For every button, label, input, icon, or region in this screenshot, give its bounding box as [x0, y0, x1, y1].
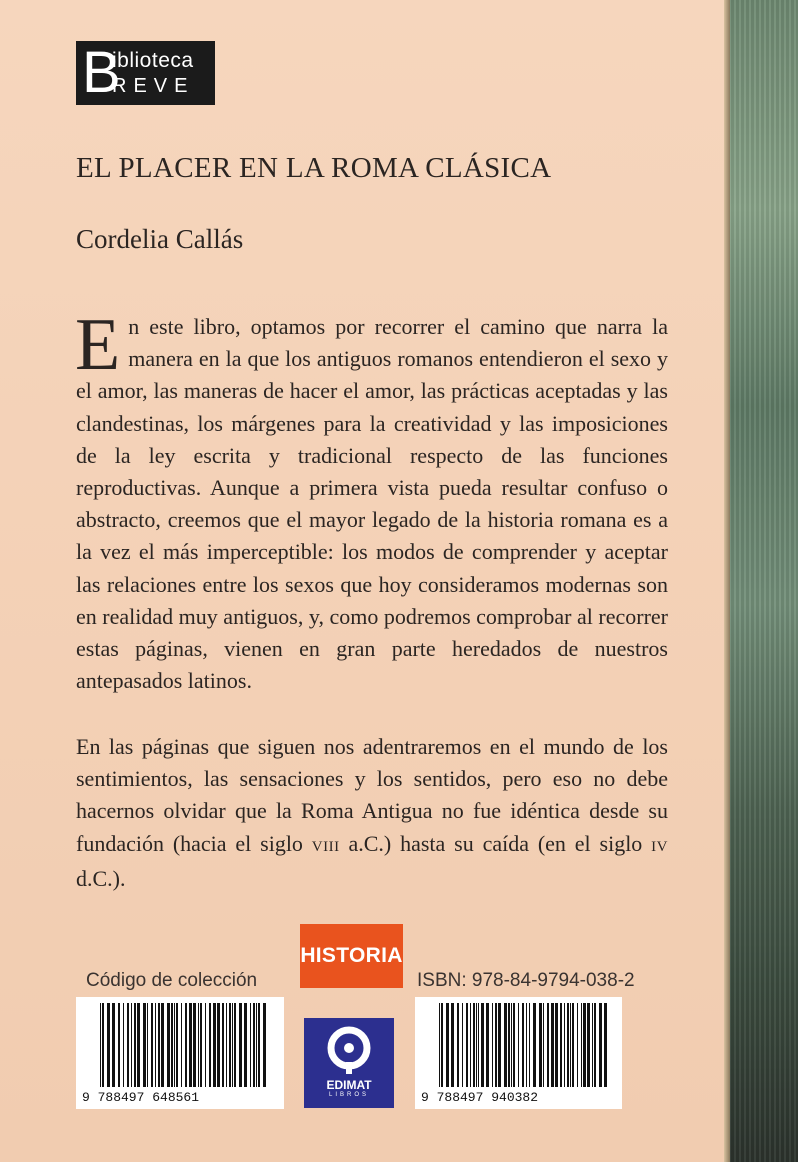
isbn-barcode-bars	[439, 1003, 607, 1087]
logo-initial: B	[82, 40, 121, 105]
publisher-subtitle: LIBROS	[328, 1092, 369, 1098]
isbn-barcode	[415, 997, 622, 1109]
category-badge: HISTORIA	[300, 924, 403, 988]
logo-line-1: iblioteca	[112, 49, 194, 72]
publisher-logo	[304, 1018, 394, 1108]
drop-cap: E	[75, 304, 121, 386]
collection-code-label: Código de colección	[86, 970, 258, 991]
edimat-emblem-icon	[327, 1026, 371, 1076]
blurb-paragraph-2	[76, 731, 668, 895]
publisher-name: EDIMAT	[326, 1078, 372, 1092]
century-numeral-2: IV	[651, 838, 668, 855]
book-author: Cordelia Callás	[76, 224, 244, 254]
collection-barcode	[76, 997, 284, 1109]
logo-line-2: REVE	[112, 75, 195, 97]
cover-spine-edge	[724, 0, 798, 1162]
isbn-label: ISBN: 978-84-9794-038-2	[417, 970, 635, 991]
blurb-paragraph-2-text-b: a.C.) hasta su caída (en el siglo	[339, 830, 652, 856]
blurb-paragraph-1	[75, 304, 668, 697]
blurb-paragraph-1-text: n este libro, optamos por recorrer el camino que narra la manera en la que los antiguos romanos entendieron el sexo y el amor, las maneras de hacer el amor, las prácticas aceptadas y las clandestinas, los márgenes para la creatividad y las imposiciones de la ley escrita y tradicional respecto de las funciones reproductivas. Aunque a primera vista pueda resultar confuso o abstracto, creemos que el mayor legado de la historia romana es a la vez el más imperceptible: los modos de comprender y aceptar las relaciones entre los sexos que hoy consideramos modernas son en realidad muy antiguos, y, como podremos comprobar al recorrer estas páginas, vienen en gran parte heredados de nuestros antepasados latinos.	[76, 314, 668, 694]
biblioteca-breve-logo	[76, 41, 215, 105]
collection-barcode-digits: 9 788497 648561	[82, 1090, 200, 1105]
blurb-paragraph-2-text-a: En las páginas que siguen nos adentraremos en el mundo de los sentimientos, las sensaciones y los sentidos, pero eso no debe hacernos olvidar que la Roma Antigua no fue idéntica desde su fundación (hacia el siglo	[76, 734, 668, 856]
book-title: EL PLACER EN LA ROMA CLÁSICA	[76, 152, 552, 184]
isbn-barcode-digits: 9 788497 940382	[421, 1090, 539, 1105]
blurb-paragraph-2-text-c: d.C.).	[76, 865, 126, 891]
century-numeral-1: VIII	[311, 838, 340, 855]
collection-barcode-bars	[100, 1003, 268, 1087]
